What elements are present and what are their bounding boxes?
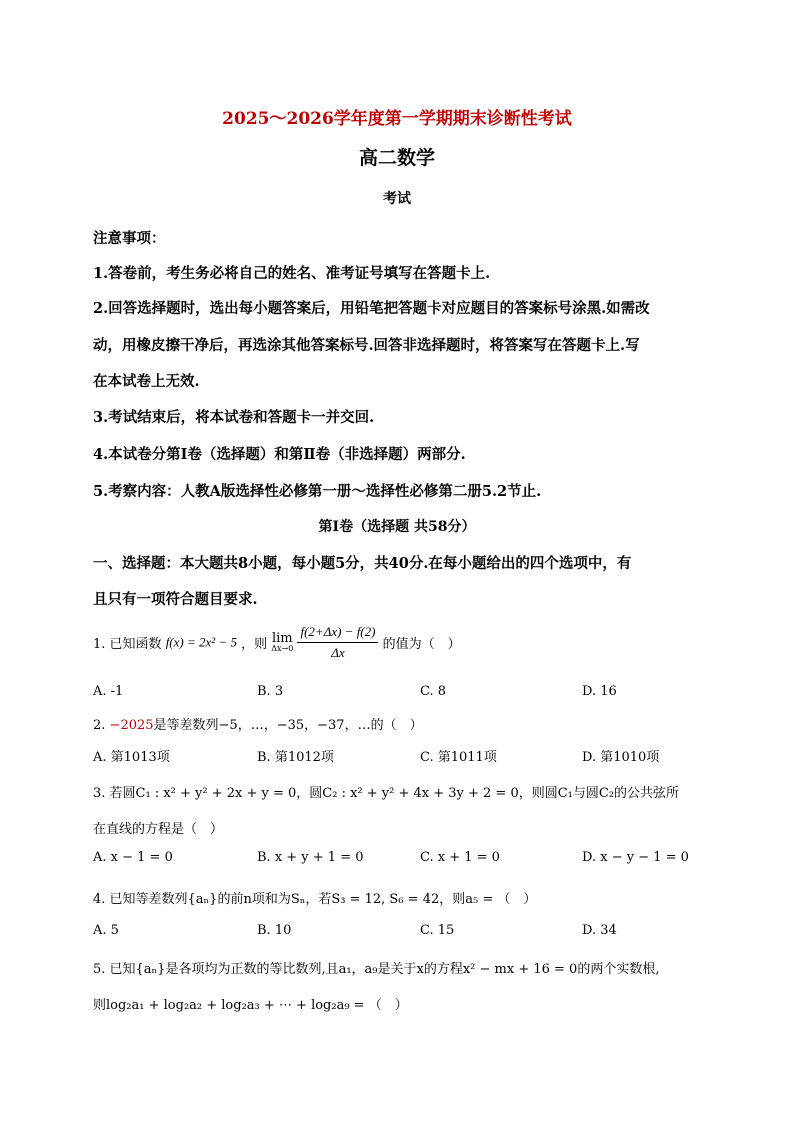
question-1-mid: ，则 [241, 637, 268, 652]
fraction-numerator: f(2+Δx) − f(2) [297, 624, 378, 643]
question-2-stem [93, 714, 423, 733]
question-4-stem: 4. 已知等差数列{aₙ}的前n项和为Sₙ，若S₃ = 12, S₆ = 42，则a₅ = （ ） [93, 892, 537, 907]
q2-option-d: D. 第1010项 [582, 750, 660, 765]
note-item-2-line-3: 在本试卷上无效. [93, 373, 200, 390]
q4-option-d: D. 34 [582, 923, 617, 938]
note-item-3: 3.考试结束后，将本试卷和答题卡一并交回. [93, 409, 375, 426]
question-1-prefix: 1. 已知函数 [93, 637, 162, 652]
note-item-5: 5.考察内容：人教A版选择性必修第一册～选择性必修第二册5.2节止. [93, 483, 542, 500]
limit-word: lim [271, 631, 293, 646]
section-title: 第Ⅰ卷（选择题 共58分） [318, 519, 476, 535]
question-3-line-1: 3. 若圆C₁ : x² + y² + 2x + y = 0，圆C₂ : x² + y² + 4x + 3y + 2 = 0，则圆C₁与圆C₂的公共弦所 [93, 786, 680, 801]
question-1-stem [93, 624, 461, 661]
limit-fraction [297, 624, 378, 661]
q1-option-a: A. -1 [93, 684, 124, 699]
question-2-prefix: 2. [93, 718, 110, 733]
note-item-2-line-1: 2.回答选择题时，选出每小题答案后，用铅笔把答题卡对应题目的答案标号涂黑.如需改 [93, 300, 650, 317]
q4-option-a: A. 5 [93, 923, 119, 938]
q1-option-b: B. 3 [257, 684, 284, 699]
q2-option-c: C. 第1011项 [420, 750, 497, 765]
note-item-4: 4.本试卷分第Ⅰ卷（选择题）和第Ⅱ卷（非选择题）两部分. [93, 446, 466, 463]
q3-option-d: D. x − y − 1 = 0 [582, 850, 689, 865]
question-2-highlight: −2025 [109, 718, 154, 733]
section-instruction-line-1: 一、选择题：本大题共8小题，每小题5分，共40分.在每小题给出的四个选项中，有 [93, 555, 632, 572]
exam-label: 考试 [383, 191, 411, 207]
limit-subscript: Δx→0 [271, 644, 294, 653]
fraction-denominator: Δx [331, 645, 345, 660]
question-3-line-2: 在直线的方程是（ ） [93, 822, 224, 837]
limit-operator [271, 632, 293, 653]
subject-title: 高二数学 [358, 147, 435, 169]
question-5-line-2: 则log₂a₁ + log₂a₂ + log₂a₃ + ⋯ + log₂a₉ = （ ） [93, 998, 408, 1013]
q4-option-c: C. 15 [420, 923, 455, 938]
question-5-line-1: 5. 已知{aₙ}是各项均为正数的等比数列,且a₁，a₉是关于x的方程x² − mx + 16 = 0的两个实数根, [93, 962, 660, 977]
q3-option-b: B. x + y + 1 = 0 [257, 850, 364, 865]
q2-option-a: A. 第1013项 [93, 750, 170, 765]
notes-heading: 注意事项： [93, 230, 166, 247]
section-instruction-line-2: 且只有一项符合题目要求. [93, 591, 258, 608]
q2-option-b: B. 第1012项 [257, 750, 334, 765]
q4-option-b: B. 10 [257, 923, 292, 938]
q3-option-a: A. x − 1 = 0 [93, 850, 173, 865]
q3-option-c: C. x + 1 = 0 [420, 850, 500, 865]
q1-option-d: D. 16 [582, 684, 617, 699]
question-1-suffix: 的值为（ ） [382, 637, 461, 652]
note-item-1: 1.答卷前，考生务必将自己的姓名、准考证号填写在答题卡上. [93, 265, 491, 282]
note-item-2-line-2: 动，用橡皮擦干净后，再选涂其他答案标号.回答非选择题时，将答案写在答题卡上.写 [93, 337, 640, 354]
q1-option-c: C. 8 [420, 684, 447, 699]
exam-title: 2025～2026学年度第一学期期末诊断性考试 [222, 109, 572, 129]
question-2-text: 是等差数列−5，…，−35，−37，…的（ ） [153, 718, 423, 733]
question-1-function: f(x) = 2x² − 5 [165, 634, 237, 650]
